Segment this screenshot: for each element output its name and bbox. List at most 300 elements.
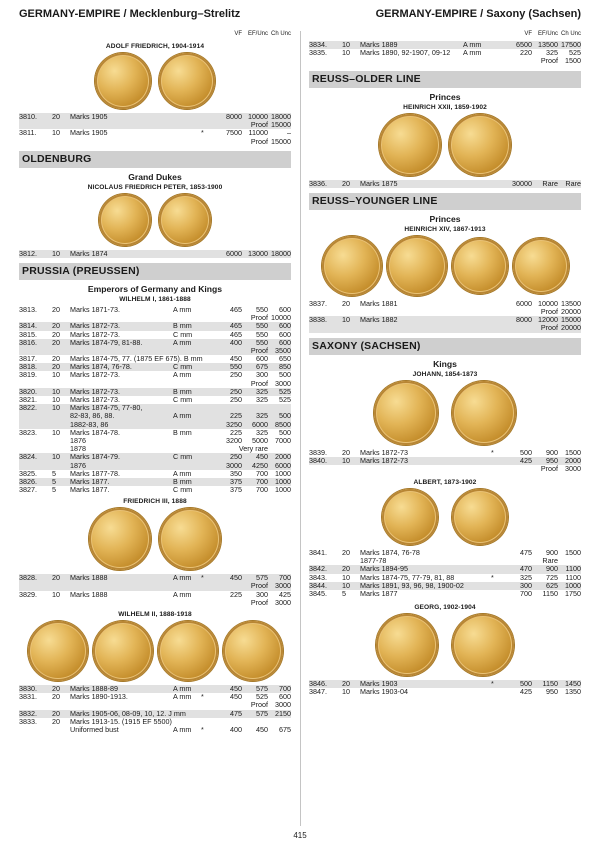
coin-description: Marks 1874-75, 77-79, 81, 88 <box>360 572 455 582</box>
catalog-number: 3813. <box>19 304 37 314</box>
coin-reverse-image <box>159 53 215 109</box>
price-ef: 10000 <box>248 112 268 121</box>
price-vf: 8000 <box>226 112 242 121</box>
denomination: 10 <box>52 248 60 258</box>
price-ef: Proof <box>250 136 268 146</box>
price-ef: Rare <box>542 556 558 566</box>
coin-description: 1878 <box>70 444 86 454</box>
ruler-heading: JOHANN, 1854-1873 <box>412 370 478 378</box>
asterisk-mark: * <box>201 573 204 583</box>
coin-images <box>309 114 581 176</box>
coin-description: 1876 <box>70 435 86 445</box>
coin-images <box>19 194 291 246</box>
coin-description: Marks 1890-1913. <box>70 692 128 702</box>
catalog-number: 3833. <box>19 716 37 726</box>
price-vf: 250 <box>230 452 242 462</box>
price-ef: 550 <box>256 304 268 314</box>
catalog-number: 3840. <box>309 455 327 465</box>
coin-description: 1876 <box>70 460 86 470</box>
section-bar: PRUSSIA (PREUSSEN) <box>19 263 291 280</box>
price-ef: Proof <box>250 378 268 388</box>
mint-mark: A mm <box>173 304 192 314</box>
coin-reverse-image <box>452 489 508 545</box>
price-vf: 3250 <box>226 419 242 429</box>
denomination: 5 <box>52 476 56 486</box>
coin-description: Marks 1874 <box>70 248 108 258</box>
price-ef: Proof <box>540 323 558 333</box>
denomination: 20 <box>52 684 60 693</box>
price-vf: 400 <box>230 337 242 347</box>
price-ef: 700 <box>256 485 268 495</box>
coin-obverse-image <box>382 489 438 545</box>
catalog-number: 3838. <box>309 315 327 325</box>
price-vf: 7500 <box>226 128 242 138</box>
price-chunc: 525 <box>279 395 291 404</box>
price-vf: 550 <box>230 362 242 372</box>
coin-obverse-image <box>379 114 441 176</box>
mint-mark: B mm <box>173 427 192 437</box>
section-bar: REUSS–YOUNGER LINE <box>309 193 581 210</box>
denomination: 10 <box>52 370 60 380</box>
price-chunc: 500 <box>279 427 291 437</box>
denomination: 20 <box>342 564 350 574</box>
ruler-heading: GEORG, 1902-1904 <box>414 604 476 612</box>
catalog-number: 3847. <box>309 687 327 697</box>
mint-mark: B mm <box>173 476 192 486</box>
price-chunc: 500 <box>279 411 291 421</box>
price-vf: 220 <box>520 48 532 58</box>
mint-mark: A mm <box>463 40 482 49</box>
listing-row <box>19 599 291 607</box>
price-chunc: 15000 <box>561 315 581 325</box>
coin-description: Marks 1872-73 <box>360 447 408 457</box>
listing-row <box>19 462 291 470</box>
section-subtitle: Grand Dukes <box>128 171 182 182</box>
price-vf: 400 <box>230 724 242 734</box>
price-chunc: 650 <box>279 354 291 364</box>
listing <box>309 549 581 598</box>
price-chunc: 1500 <box>565 56 581 66</box>
coin-description: Marks 1894-95 <box>360 564 408 574</box>
price-ef: 325 <box>256 395 268 404</box>
denomination: 20 <box>342 447 350 457</box>
coin-description: Marks 1871-73. <box>70 304 120 314</box>
ruler-heading: HEINRICH XXII, 1859-1902 <box>403 103 487 111</box>
price-vf: 250 <box>230 370 242 380</box>
price-vf: 475 <box>520 548 532 558</box>
price-vf: 450 <box>230 684 242 693</box>
listing <box>19 685 291 734</box>
price-chunc: 10000 <box>271 313 291 323</box>
coin-obverse-image <box>89 508 151 570</box>
denomination: 10 <box>342 687 350 697</box>
coin-obverse-image <box>158 621 218 681</box>
catalog-number: 3824. <box>19 452 37 462</box>
grade-vf: VF <box>524 31 532 37</box>
coin-obverse-image <box>452 238 508 294</box>
price-chunc: 17500 <box>561 40 581 49</box>
coin-description: Marks 1877. <box>70 485 110 495</box>
price-chunc: 2000 <box>565 455 581 465</box>
price-ef: Rare <box>542 178 558 188</box>
listing-row <box>309 549 581 557</box>
coin-description: Marks 1888-89 <box>70 684 118 693</box>
price-chunc: 600 <box>279 329 291 339</box>
coin-reverse-image <box>93 621 153 681</box>
price-ef: 1150 <box>542 589 558 598</box>
coin-description: Marks 1905 <box>70 112 108 121</box>
price-ef: 675 <box>256 362 268 372</box>
price-chunc: 1000 <box>565 580 581 590</box>
coin-description: Marks 1877 <box>360 589 398 598</box>
mint-mark: C mm <box>173 485 193 495</box>
price-chunc: 3000 <box>275 378 291 388</box>
price-chunc: 20000 <box>561 323 581 333</box>
asterisk-mark: * <box>491 447 494 457</box>
price-chunc: 700 <box>279 684 291 693</box>
catalog-number: 3835. <box>309 48 327 58</box>
section-subtitle: Emperors of Germany and Kings <box>87 283 223 294</box>
price-chunc: 2000 <box>275 452 291 462</box>
coin-description: Marks 1903 <box>360 679 398 689</box>
coin-description: 1882-83, 86 <box>70 419 109 429</box>
coin-description: Marks 1903-04 <box>360 687 408 697</box>
price-ef: 6000 <box>252 419 268 429</box>
price-ef: 700 <box>256 468 268 478</box>
price-vf: 225 <box>230 589 242 599</box>
coin-description: Marks 1874, 76-78. <box>70 362 132 372</box>
denomination: 20 <box>52 716 60 726</box>
price-chunc: 3500 <box>275 345 291 355</box>
catalog-number: 3822. <box>19 403 37 413</box>
coin-reverse-image <box>159 508 221 570</box>
listing <box>19 574 291 607</box>
price-vf: 250 <box>230 395 242 404</box>
price-ef: 10000 <box>538 298 558 308</box>
catalog-number: 3829. <box>19 589 37 599</box>
coin-description: Marks 1874-75, 77-80, <box>70 403 143 413</box>
denomination: 10 <box>52 395 60 404</box>
price-chunc: 525 <box>279 386 291 396</box>
catalog-number: 3820. <box>19 386 37 396</box>
coin-description: Marks 1872-73 <box>360 455 408 465</box>
coin-description: Marks 1875 <box>360 178 398 188</box>
ruler-heading: FRIEDRICH III, 1888 <box>123 498 187 506</box>
listing <box>309 449 581 474</box>
mint-mark: A mm <box>463 48 482 58</box>
mint-mark: C mm <box>173 395 193 404</box>
price-chunc: 500 <box>279 370 291 380</box>
price-ef: 450 <box>256 724 268 734</box>
coin-images <box>19 53 291 109</box>
price-chunc: 15000 <box>271 120 291 130</box>
price-chunc: 8500 <box>275 419 291 429</box>
catalog-number: 3830. <box>19 684 37 693</box>
price-ef: 900 <box>546 548 558 558</box>
mint-mark: A mm <box>173 370 192 380</box>
price-ef: 11000 <box>248 128 268 138</box>
catalog-number: 3844. <box>309 580 327 590</box>
coin-description: Marks 1874-79, 81-88. <box>70 337 143 347</box>
grade-ef: EF/Unc <box>247 31 268 37</box>
price-vf: 465 <box>230 329 242 339</box>
mint-mark: C mm <box>173 452 193 462</box>
price-chunc: 600 <box>279 321 291 331</box>
price-ef: Proof <box>250 345 268 355</box>
price-vf: 225 <box>230 427 242 437</box>
price-ef: 300 <box>256 589 268 599</box>
price-chunc: 18000 <box>271 112 291 121</box>
mint-mark: C mm <box>173 362 193 372</box>
price-chunc: 13500 <box>561 298 581 308</box>
price-vf: 700 <box>520 589 532 598</box>
price-ef: Proof <box>250 313 268 323</box>
denomination: 10 <box>52 427 60 437</box>
coin-description: Marks 1913-15. (1915 EF 5500) <box>70 716 172 726</box>
listing-row <box>19 486 291 494</box>
price-ef: 325 <box>256 411 268 421</box>
mint-mark: A mm <box>173 589 192 599</box>
coin-description: Marks 1874-75, 77. (1875 EF 675). B mm <box>70 354 203 364</box>
listing <box>19 113 291 146</box>
price-ef: 1150 <box>542 679 558 689</box>
denomination: 20 <box>342 298 350 308</box>
ruler-heading: WILHELM II, 1888-1918 <box>118 611 192 618</box>
listing <box>309 180 581 188</box>
listing-row <box>19 453 291 461</box>
price-ef: 550 <box>256 337 268 347</box>
coin-reverse-image <box>387 236 447 296</box>
catalog-number: 3836. <box>309 178 327 188</box>
listing-row <box>309 465 581 473</box>
price-vf: 250 <box>230 386 242 396</box>
price-ef: 950 <box>546 455 558 465</box>
catalog-number: 3825. <box>19 468 37 478</box>
price-vf: 500 <box>520 447 532 457</box>
price-vf: 8000 <box>516 315 532 325</box>
price-chunc: 6000 <box>275 460 291 470</box>
price-ef: 625 <box>546 580 558 590</box>
left-column <box>19 31 291 734</box>
coin-description: Marks 1881 <box>360 298 398 308</box>
price-chunc: 600 <box>279 337 291 347</box>
price-vf: 470 <box>520 564 532 574</box>
price-vf: 325 <box>520 572 532 582</box>
listing-row <box>19 470 291 478</box>
listing-row <box>19 404 291 412</box>
price-vf: 450 <box>230 573 242 583</box>
price-ef: 450 <box>256 452 268 462</box>
section-bar: SAXONY (SACHSEN) <box>309 338 581 355</box>
price-chunc: 1000 <box>275 485 291 495</box>
price-vf: 6500 <box>516 40 532 49</box>
price-vf: 425 <box>520 687 532 697</box>
catalog-number: 3846. <box>309 679 327 689</box>
price-chunc: 600 <box>279 304 291 314</box>
listing <box>309 41 581 66</box>
denomination: 10 <box>52 589 60 599</box>
coin-description: Marks 1890, 92-1907, 09-12 <box>360 48 451 58</box>
price-ef: 550 <box>256 329 268 339</box>
catalog-number: 3821. <box>19 395 37 404</box>
price-vf: 30000 <box>512 178 532 188</box>
denomination: 10 <box>342 40 350 49</box>
listing <box>309 680 581 696</box>
price-chunc: 675 <box>279 724 291 734</box>
denomination: 10 <box>52 403 60 413</box>
denomination: 20 <box>342 178 350 188</box>
price-chunc: 20000 <box>561 306 581 316</box>
price-ef: 900 <box>546 447 558 457</box>
catalog-number: 3841. <box>309 548 327 558</box>
listing <box>309 300 581 333</box>
coin-obverse-image <box>95 53 151 109</box>
price-ef: Proof <box>250 120 268 130</box>
coin-description: Marks 1905 <box>70 128 108 138</box>
mint-mark: A mm <box>173 724 192 734</box>
price-chunc: – <box>287 128 291 138</box>
coin-description: Marks 1872-73. <box>70 321 120 331</box>
price-chunc: 1000 <box>275 476 291 486</box>
coin-description: Marks 1874, 76-78 <box>360 548 420 558</box>
price-chunc: 850 <box>279 362 291 372</box>
coin-reverse-image <box>513 238 569 294</box>
coin-description: Marks 1889 <box>360 40 398 49</box>
coin-images <box>309 614 581 676</box>
catalog-number: 3823. <box>19 427 37 437</box>
listing-row <box>309 590 581 598</box>
asterisk-mark: * <box>491 679 494 689</box>
mint-mark: A mm <box>173 573 192 583</box>
catalog-number: 3811. <box>19 128 37 138</box>
price-ef: 575 <box>256 573 268 583</box>
price-ef: 5000 <box>252 435 268 445</box>
price-chunc: 3000 <box>275 597 291 607</box>
price-ef: Proof <box>540 56 558 66</box>
price-chunc: 525 <box>569 48 581 58</box>
price-vf: 6000 <box>516 298 532 308</box>
coin-description: Marks 1882 <box>360 315 398 325</box>
price-vf: 500 <box>520 679 532 689</box>
section-bar: OLDENBURG <box>19 151 291 168</box>
catalog-number: 3826. <box>19 476 37 486</box>
price-chunc: 1350 <box>565 687 581 697</box>
coin-images <box>19 508 291 570</box>
catalog-number: 3845. <box>309 589 327 598</box>
price-vf: 425 <box>520 455 532 465</box>
catalog-number: 3832. <box>19 708 37 718</box>
price-ef: 600 <box>256 354 268 364</box>
mint-mark: A mm <box>173 337 192 347</box>
ruler-heading: WILHELM I, 1861-1888 <box>119 295 191 303</box>
catalog-number: 3817. <box>19 354 37 364</box>
price-chunc: 3000 <box>565 463 581 473</box>
coin-obverse-image <box>99 194 151 246</box>
catalog-number: 3815. <box>19 329 37 339</box>
price-vf: 450 <box>230 692 242 702</box>
denomination: 20 <box>342 548 350 558</box>
price-ef: 325 <box>546 48 558 58</box>
price-chunc: 3000 <box>275 700 291 710</box>
price-chunc: 700 <box>279 573 291 583</box>
coin-description: Marks 1891, 93, 96, 98, 1900-02 <box>360 580 464 590</box>
denomination: 10 <box>342 48 350 58</box>
price-ef: 575 <box>256 684 268 693</box>
price-ef: Proof <box>540 306 558 316</box>
price-chunc: 1100 <box>565 564 581 574</box>
catalog-number: 3814. <box>19 321 37 331</box>
column-divider <box>300 31 301 826</box>
catalog-number: 3819. <box>19 370 37 380</box>
listing <box>19 250 291 258</box>
denomination: 20 <box>52 337 60 347</box>
price-ef: Proof <box>250 581 268 591</box>
price-ef: 13000 <box>248 248 268 258</box>
price-chunc: 425 <box>279 589 291 599</box>
catalog-number: 3818. <box>19 362 37 372</box>
price-ef: 4250 <box>252 460 268 470</box>
price-ef: Very rare <box>238 444 268 454</box>
listing-row <box>309 180 581 188</box>
coin-description: Marks 1872-73. <box>70 395 120 404</box>
price-vf: 375 <box>230 476 242 486</box>
section-subtitle: Kings <box>433 358 457 369</box>
coin-description: Marks 1872-73. <box>70 329 120 339</box>
grade-header <box>19 31 291 41</box>
catalog-number: 3842. <box>309 564 327 574</box>
denomination: 20 <box>52 362 60 372</box>
section-bar: REUSS–OLDER LINE <box>309 71 581 88</box>
price-vf: 475 <box>230 708 242 718</box>
listing-row <box>19 718 291 726</box>
price-ef: 13500 <box>538 40 558 49</box>
denomination: 10 <box>342 455 350 465</box>
price-chunc: 600 <box>279 692 291 702</box>
denomination: 20 <box>52 354 60 364</box>
price-vf: 465 <box>230 321 242 331</box>
ruler-heading: NICOLAUS FRIEDRICH PETER, 1853-1900 <box>87 183 223 191</box>
page-header-right: GERMANY-EMPIRE / Saxony (Sachsen) <box>375 8 581 20</box>
coin-description: Uniformed bust <box>70 724 119 734</box>
right-column <box>309 31 581 697</box>
section-subtitle: Princes <box>429 213 461 224</box>
listing-row <box>309 688 581 696</box>
mint-mark: A mm <box>173 692 192 702</box>
price-chunc: Rare <box>565 178 581 188</box>
listing-row <box>19 138 291 146</box>
price-chunc: 15000 <box>271 136 291 146</box>
price-vf: 3000 <box>226 460 242 470</box>
price-vf: 6000 <box>226 248 242 258</box>
price-vf: 375 <box>230 485 242 495</box>
denomination: 10 <box>52 452 60 462</box>
price-chunc: 7000 <box>275 435 291 445</box>
catalog-number: 3837. <box>309 298 327 308</box>
price-vf: 3200 <box>226 435 242 445</box>
denomination: 20 <box>52 321 60 331</box>
coin-images <box>309 381 581 445</box>
coin-reverse-image <box>452 614 514 676</box>
coin-description: Marks 1877-78. <box>70 468 120 478</box>
coin-description: Marks 1905-06, 08-09, 10, 12. J mm <box>70 708 186 718</box>
coin-description: Marks 1888 <box>70 589 108 599</box>
coin-images <box>309 236 581 296</box>
listing-row <box>19 429 291 437</box>
price-chunc: 1500 <box>565 447 581 457</box>
coin-reverse-image <box>452 381 516 445</box>
coin-description: 1877-78 <box>360 556 387 566</box>
coin-images <box>309 489 581 545</box>
